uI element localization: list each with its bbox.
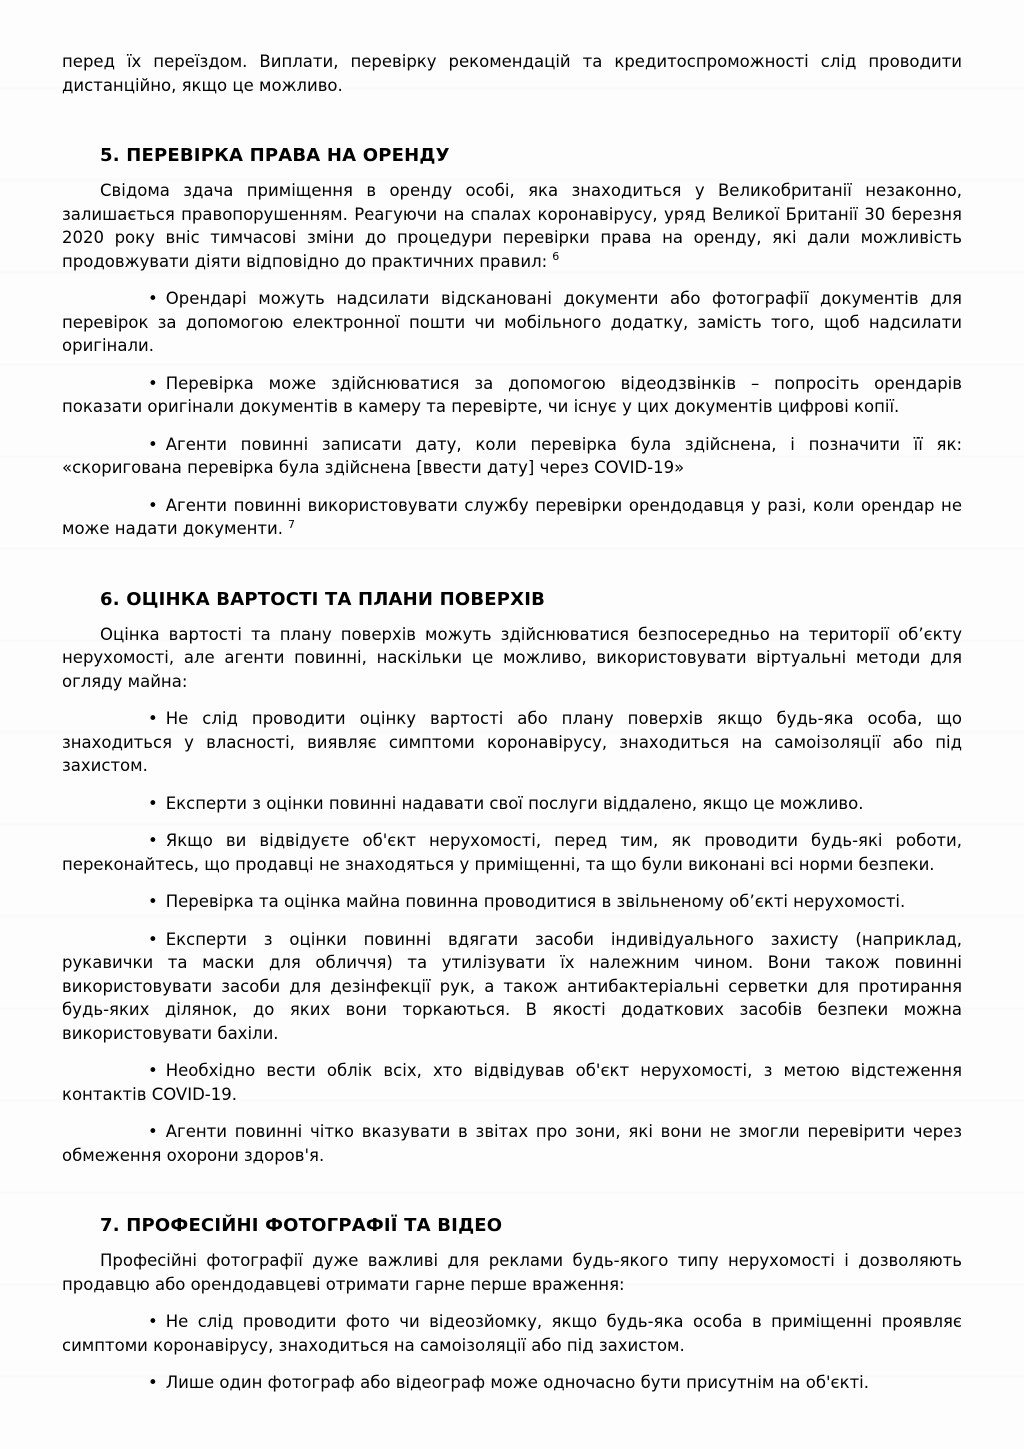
list-item-text: Необхідно вести облік всіх, хто відвідував об'єкт нерухомості, з метою відстеження контактів COVID-19. (62, 1061, 962, 1104)
section-6 (62, 587, 962, 1168)
list-item-text: Перевірка та оцінка майна повинна проводитися в звільненому об’єкті нерухомості. (165, 892, 906, 911)
list-item (62, 1371, 962, 1395)
list-item (62, 372, 962, 419)
section-5-lead-text: Свідома здача приміщення в оренду особі, яка знаходиться у Великобританії незаконно, залишається правопорушенням. Реагуючи на спалах коронавірусу, уряд Великої Британії 30 березня 2020 року вніс тимчасові зміни до процедури перевірки права на оренду, які дали можливість продовжувати діяти відповідно до практичних правил: (62, 181, 962, 271)
list-item (62, 1059, 962, 1106)
bullet-icon: • (148, 434, 158, 454)
bullet-icon: • (148, 1312, 158, 1331)
section-7 (62, 1213, 962, 1395)
section-5-lead (62, 179, 962, 273)
section-5-heading: 5. ПЕРЕВІРКА ПРАВА НА ОРЕНДУ (100, 145, 450, 166)
list-item (62, 928, 962, 1046)
footnote-ref-6: 6 (552, 250, 560, 263)
bullet-icon: • (148, 495, 158, 515)
bullet-icon: • (148, 929, 158, 949)
list-item-text: Агенти повинні чітко вказувати в звітах про зони, які вони не змогли перевірити через обмеження охорони здоров'я. (62, 1122, 962, 1165)
list-item (62, 829, 962, 876)
bullet-icon: • (148, 793, 158, 813)
section-5 (62, 143, 962, 541)
list-item-text: Агенти повинні записати дату, коли перевірка була здійснена, і позначити її як: «скоригована перевірка була здійснена [ввести дату] через COVID-19» (62, 434, 962, 477)
section-7-heading: 7. ПРОФЕСІЙНІ ФОТОГРАФІЇ ТА ВІДЕО (100, 1215, 503, 1236)
section-6-lead (62, 623, 962, 694)
list-item-text: Орендарі можуть надсилати відскановані документи або фотографії документів для перевірок за допомогою електронної пошти чи мобільного додатку, замість того, щоб надсилати оригінали. (62, 289, 962, 355)
footnote-ref-7: 7 (288, 517, 296, 531)
bullet-icon: • (148, 1122, 158, 1141)
list-item-text: Експерти з оцінки повинні надавати свої послуги віддалено, якщо це можливо. (165, 793, 864, 813)
bullet-icon: • (148, 831, 158, 850)
list-item (62, 433, 962, 480)
list-item (62, 494, 962, 541)
list-item-text: Експерти з оцінки повинні вдягати засоби індивідуального захисту (наприклад, рукавички та маски для обличчя) та утилізувати їх належним чином. Вони також повинні використовувати засоби для дезінфекції рук, а також антибактеріальні серветки для протирання будь-яких ділянок, до яких вони торкаються. В якості додаткових засобів безпеки можна використовувати бахіли. (62, 929, 962, 1043)
intro-text: перед їх переїздом. Виплати, перевірку рекомендацій та кредитоспроможності слід проводити дистанційно, якщо це можливо. (62, 52, 962, 95)
intro-paragraph (62, 50, 962, 97)
list-item (62, 707, 962, 778)
list-item-text: Не слід проводити оцінку вартості або плану поверхів якщо будь-яка особа, що знаходиться у власності, виявляє симптоми коронавірусу, знаходиться на самоізоляції або під захистом. (62, 709, 962, 775)
section-7-lead-text: Професійні фотографії дуже важливі для реклами будь-якого типу нерухомості і дозволяють продавцю або орендодавцеві отримати гарне перше враження: (62, 1251, 962, 1294)
bullet-icon: • (148, 709, 158, 728)
list-item (62, 1310, 962, 1357)
bullet-icon: • (148, 1373, 158, 1392)
bullet-icon: • (148, 892, 158, 911)
list-item (62, 792, 962, 816)
list-item-text: Якщо ви відвідуєте об'єкт нерухомості, перед тим, як проводити будь-які роботи, переконайтесь, що продавці не знаходяться у приміщенні, та що були виконані всі норми безпеки. (62, 831, 962, 874)
list-item (62, 287, 962, 358)
bullet-icon: • (148, 1061, 158, 1080)
section-6-lead-text: Оцінка вартості та плану поверхів можуть здійснюватися безпосередньо на території об’єкту нерухомості, але агенти повинні, наскільки це можливо, використовувати віртуальні методи для огляду майна: (62, 624, 962, 691)
list-item-text: Лише один фотограф або відеограф може одночасно бути присутнім на об'єкті. (165, 1373, 870, 1392)
list-item-text: Агенти повинні використовувати службу перевірки орендодавця у разі, коли орендар не може надати документи. (62, 495, 962, 538)
section-6-heading: 6. ОЦІНКА ВАРТОСТІ ТА ПЛАНИ ПОВЕРХІВ (100, 588, 546, 610)
list-item-text: Не слід проводити фото чи відеозйомку, якщо будь-яка особа в приміщенні проявляє симптоми коронавірусу, знаходиться на самоізоляції або під захистом. (62, 1312, 962, 1355)
bullet-icon: • (148, 373, 158, 393)
list-item (62, 1120, 962, 1167)
list-item-text: Перевірка може здійснюватися за допомогою відеодзвінків – попросіть орендарів показати оригінали документів в камеру та перевірте, чи існує у цих документів цифрові копії. (62, 373, 962, 416)
list-item (62, 890, 962, 914)
bullet-icon: • (148, 289, 158, 308)
section-7-lead (62, 1249, 962, 1296)
